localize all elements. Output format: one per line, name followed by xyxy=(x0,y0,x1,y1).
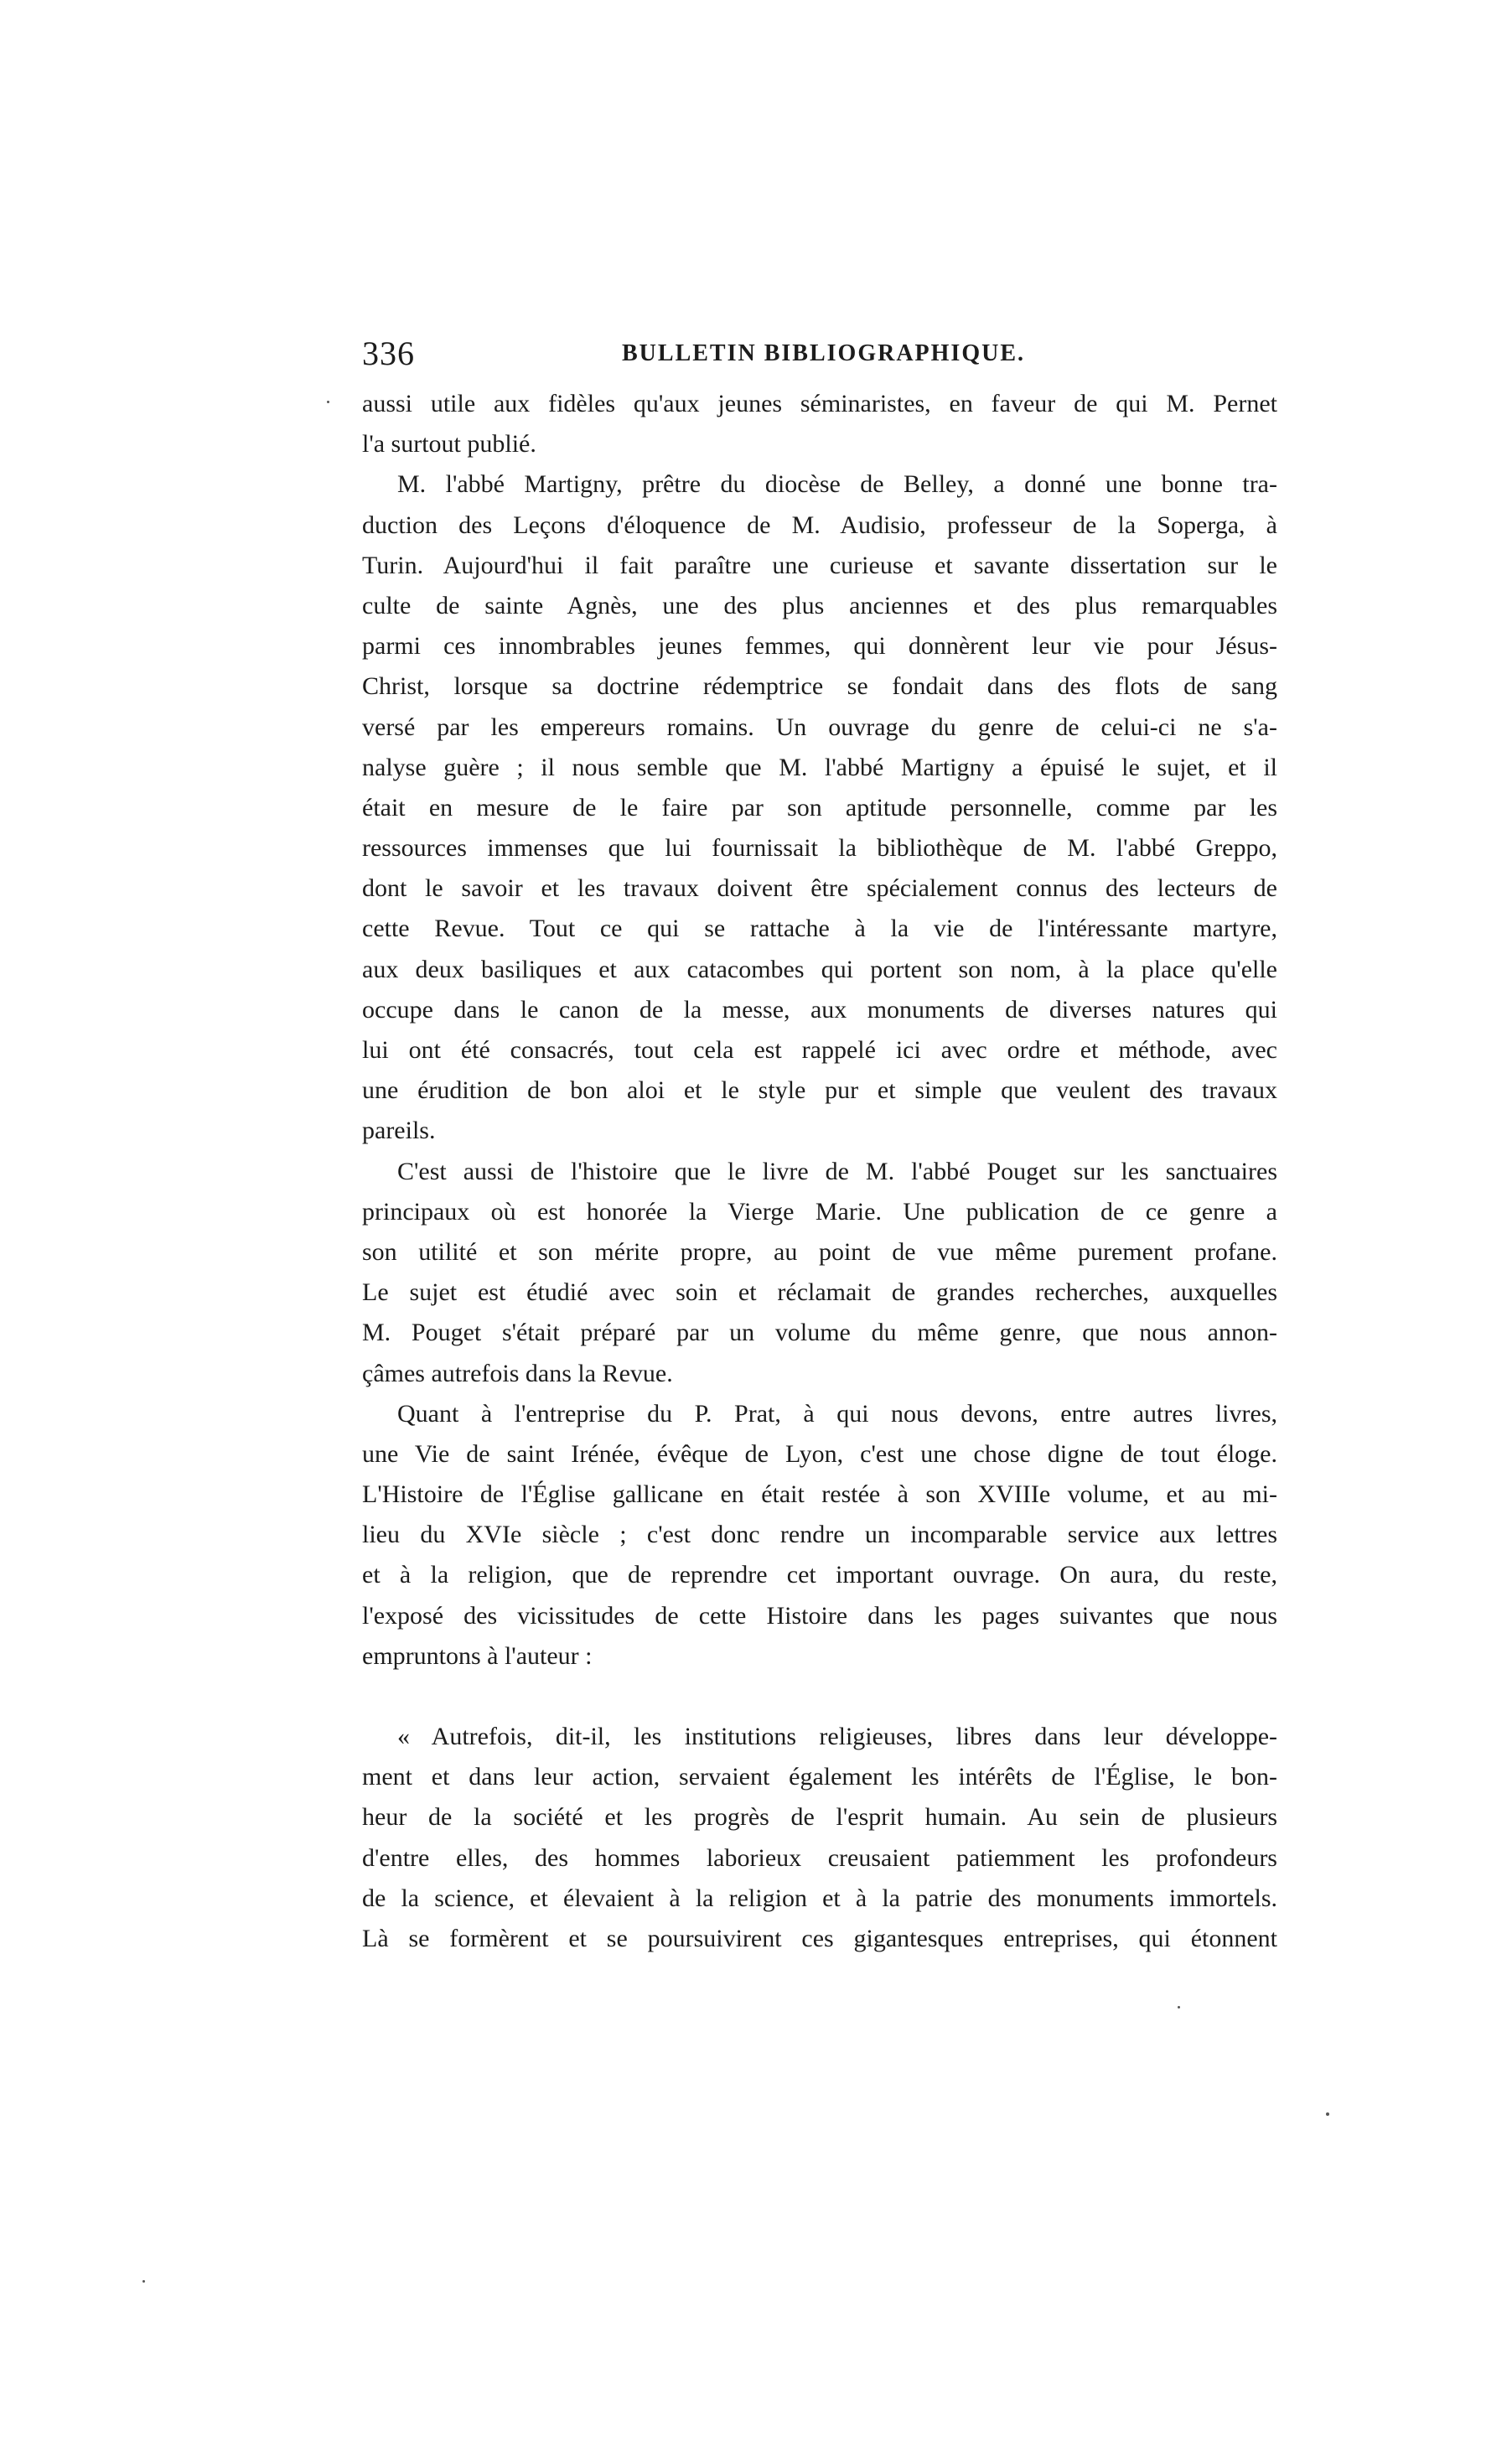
text-line: principaux où est honorée la Vierge Marie. Une publication de ce genre a xyxy=(362,1197,1277,1226)
speck xyxy=(327,401,329,403)
text-line: de la science, et élevaient à la religion et à la patrie des monuments immortels. xyxy=(362,1884,1277,1912)
paragraph-gap xyxy=(362,1677,1277,1717)
text-line: nalyse guère ; il nous semble que M. l'abbé Martigny a épuisé le sujet, et il xyxy=(362,753,1277,781)
text-line: d'entre elles, des hommes laborieux creusaient patiemment les profondeurs xyxy=(362,1843,1277,1872)
text-line: lui ont été consacrés, tout cela est rappelé ici avec ordre et méthode, avec xyxy=(362,1036,1277,1064)
text-line: versé par les empereurs romains. Un ouvrage du genre de celui-ci ne s'a- xyxy=(362,713,1277,741)
text-line: Le sujet est étudié avec soin et réclamait de grandes recherches, auxquelles xyxy=(362,1278,1277,1307)
text-line: ment et dans leur action, servaient également les intérêts de l'Église, le bon- xyxy=(362,1763,1277,1791)
text-line: C'est aussi de l'histoire que le livre de M. l'abbé Pouget sur les sanctuaires xyxy=(397,1157,1277,1185)
text-line: l'exposé des vicissitudes de cette Histoire dans les pages suivantes que nous xyxy=(362,1601,1277,1630)
text-line: ressources immenses que lui fournissait la bibliothèque de M. l'abbé Greppo, xyxy=(362,834,1277,863)
text-line: M. l'abbé Martigny, prêtre du diocèse de Belley, a donné une bonne tra- xyxy=(397,470,1277,499)
speck xyxy=(1178,2006,1180,2008)
text-line: pareils. xyxy=(362,1117,436,1145)
text-line: parmi ces innombrables jeunes femmes, qui donnèrent leur vie pour Jésus- xyxy=(362,632,1277,661)
text-line: occupe dans le canon de la messe, aux monuments de diverses natures qui xyxy=(362,995,1277,1024)
body-text xyxy=(362,384,1277,1959)
text-line: culte de sainte Agnès, une des plus anciennes et des plus remarquables xyxy=(362,591,1277,619)
text-line: Là se formèrent et se poursuivirent ces gigantesques entreprises, qui étonnent xyxy=(362,1924,1277,1952)
speck xyxy=(142,2280,145,2283)
text-line: heur de la société et les progrès de l'esprit humain. Au sein de plusieurs xyxy=(362,1803,1277,1832)
text-line: et à la religion, que de reprendre cet important ouvrage. On aura, du reste, xyxy=(362,1561,1277,1589)
speck xyxy=(1326,2112,1329,2116)
text-line: lieu du XVIe siècle ; c'est donc rendre un incomparable service aux lettres xyxy=(362,1521,1277,1549)
text-line: une érudition de bon aloi et le style pur et simple que veulent des travaux xyxy=(362,1076,1277,1105)
page-number: 336 xyxy=(362,334,415,372)
text-line: M. Pouget s'était préparé par un volume du même genre, que nous annon- xyxy=(362,1319,1277,1347)
text-line: Christ, lorsque sa doctrine rédemptrice se fondait dans des flots de sang xyxy=(362,672,1277,701)
text-line: Turin. Aujourd'hui il fait paraître une curieuse et savante dissertation sur le xyxy=(362,551,1277,579)
text-line: était en mesure de le faire par son aptitude personnelle, comme par les xyxy=(362,793,1277,822)
text-line: « Autrefois, dit-il, les institutions religieuses, libres dans leur développe- xyxy=(397,1723,1277,1750)
text-line: aux deux basiliques et aux catacombes qui portent son nom, à la place qu'elle xyxy=(362,955,1277,983)
text-line: duction des Leçons d'éloquence de M. Audisio, professeur de la Soperga, à xyxy=(362,511,1277,539)
text-line: cette Revue. Tout ce qui se rattache à la vie de l'intéressante martyre, xyxy=(362,915,1277,943)
page-header xyxy=(362,334,1277,376)
text-line: l'a surtout publié. xyxy=(362,430,536,459)
text-line: dont le savoir et les travaux doivent être spécialement connus des lecteurs de xyxy=(362,874,1277,903)
running-title: BULLETIN BIBLIOGRAPHIQUE. xyxy=(622,340,1025,366)
text-line: çâmes autrefois dans la Revue. xyxy=(362,1359,673,1387)
text-line: L'Histoire de l'Église gallicane en était restée à son XVIIIe volume, et au mi- xyxy=(362,1480,1277,1509)
text-line: son utilité et son mérite propre, au point de vue même purement profane. xyxy=(362,1237,1277,1266)
text-line: une Vie de saint Irénée, évêque de Lyon, c'est une chose digne de tout éloge. xyxy=(362,1439,1277,1468)
text-line: empruntons à l'auteur : xyxy=(362,1641,593,1670)
text-line: aussi utile aux fidèles qu'aux jeunes séminaristes, en faveur de qui M. Pernet xyxy=(362,390,1277,417)
text-line: Quant à l'entreprise du P. Prat, à qui nous devons, entre autres livres, xyxy=(397,1399,1277,1428)
